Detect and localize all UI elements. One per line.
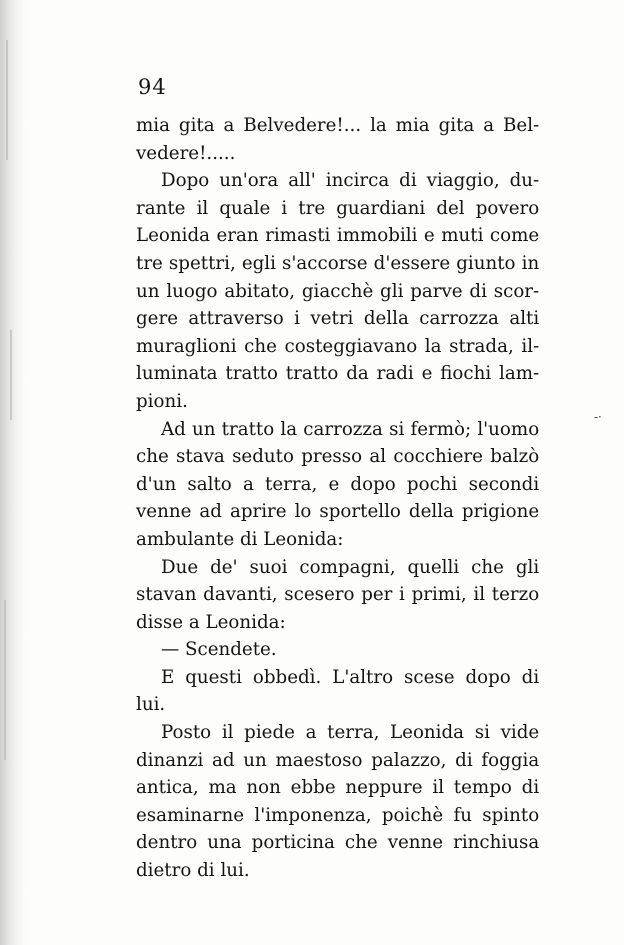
text-line: ambulante di Leonida:: [136, 527, 344, 550]
body-text: [136, 112, 556, 885]
text-line: dinanzi ad un maestoso palazzo, di foggia: [136, 748, 540, 771]
text-line: disse a Leonida:: [136, 610, 286, 633]
text-line: E questi obbedì. L'altro scese dopo di: [160, 665, 540, 688]
text-line: d'un salto a terra, e dopo pochi secondi: [136, 472, 540, 495]
text-line: mia gita a Belvedere!... la mia gita a Bel-: [136, 114, 540, 136]
text-line: luminata tratto tratto da radi e fiochi lam-: [136, 362, 540, 385]
text-line: tre spettri, egli s'accorse d'essere giunto in: [136, 251, 540, 274]
text-line: dentro una porticina che venne rinchiusa: [136, 831, 540, 854]
text-line: stavan davanti, scesero per i primi, il terzo: [136, 583, 540, 606]
text-line: — Scendete.: [160, 638, 277, 661]
text-line: dietro di lui.: [136, 859, 250, 882]
text-line: venne ad aprire lo sportello della prigione: [136, 500, 540, 523]
binding-streak: [6, 40, 8, 160]
text-line: Due de' suoi compagni, quelli che gli: [160, 555, 540, 578]
text-line: pioni.: [136, 389, 188, 412]
binding-edge: [0, 0, 26, 945]
text-line: antica, ma non ebbe neppure il tempo di: [136, 776, 540, 799]
text-line: che stava seduto presso al cocchiere balzò: [136, 445, 540, 468]
text-line: gere attraverso i vetri della carrozza alti: [136, 307, 540, 330]
text-line: Ad un tratto la carrozza si fermò; l'uomo: [160, 417, 540, 440]
page-number: 94: [138, 75, 167, 99]
text-line: Posto il piede a terra, Leonida si vide: [160, 721, 540, 744]
text-line: un luogo abitato, giacchè gli parve di scor-: [136, 279, 540, 302]
text-line: rante il quale i tre guardiani del povero: [136, 196, 540, 219]
binding-streak: [10, 330, 12, 420]
text-line: Dopo un'ora all' incirca di viaggio, du-: [160, 169, 540, 192]
text-line: esaminarne l'imponenza, poichè fu spinto: [136, 803, 540, 826]
text-line: muraglioni che costeggiavano la strada, il-: [136, 334, 540, 357]
text-line: vedere!.....: [136, 141, 236, 164]
text-line: lui.: [136, 693, 166, 716]
margin-mark: -·: [594, 410, 602, 424]
binding-streak: [4, 600, 6, 760]
text-line: Leonida eran rimasti immobili e muti come: [136, 224, 540, 247]
